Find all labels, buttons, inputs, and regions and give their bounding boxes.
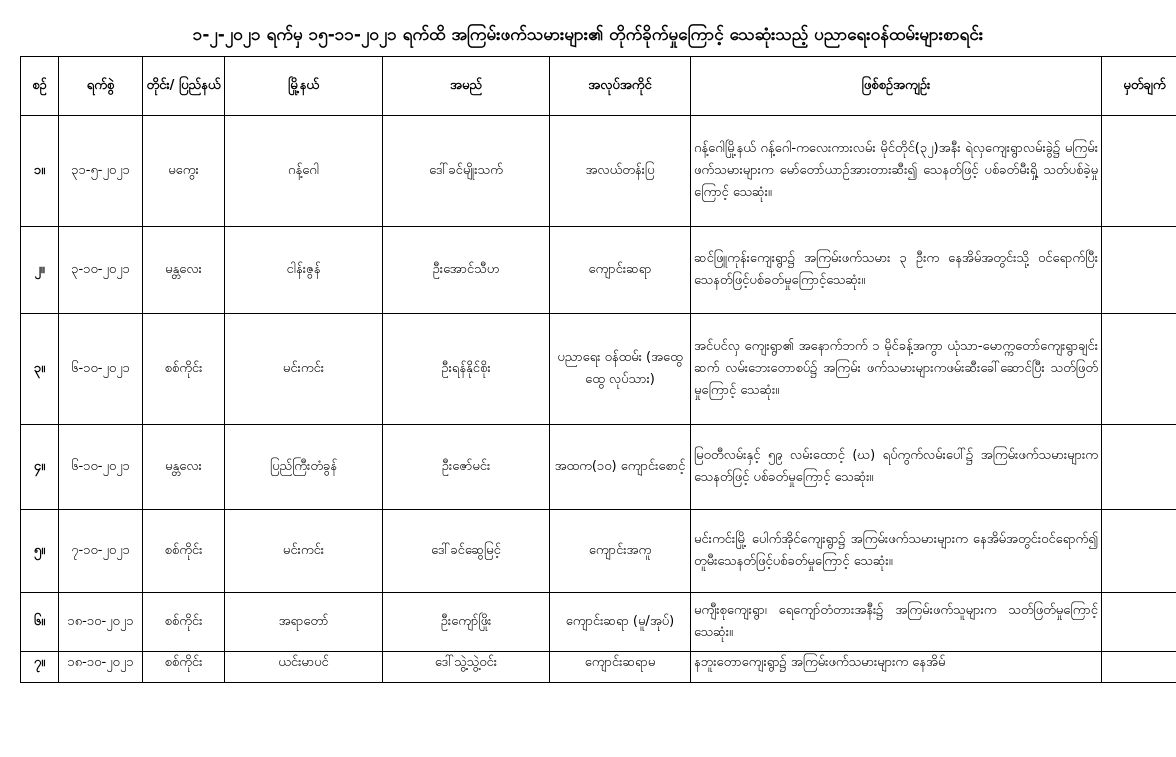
row-township: မင်းကင်း xyxy=(225,314,383,425)
row-name: ဦးဇော်မင်း xyxy=(383,425,550,510)
table-row xyxy=(21,652,1176,683)
row-remark xyxy=(1102,116,1176,227)
header-row xyxy=(21,57,1176,116)
row-date: ၁၈-၁၀-၂၀၂၁ xyxy=(59,593,143,652)
table-row xyxy=(21,510,1176,593)
row-region: မန္တလေး xyxy=(143,425,225,510)
row-date: ၆-၁၀-၂၀၂၁ xyxy=(59,314,143,425)
row-township: မင်းကင်း xyxy=(225,510,383,593)
row-name: ဦးကျော်ဖြိုး xyxy=(383,593,550,652)
row-remark xyxy=(1102,593,1176,652)
row-remark xyxy=(1102,227,1176,314)
row-event: အင်ပင်လှ ကျေးရွာ၏ အနောက်ဘက် ၁ မိုင်ခန့်အကွာ ယုံသာ-မောက္ကတော်ကျေးရွာချင်းဆက် လမ်းဘေးတောစပ်၌ အကြမ်း ဖက်သမားများကဖမ်းဆီးခေါ်ဆောင်ပြီး သတ်ဖြတ်မှုကြောင့် သေဆုံး။ xyxy=(691,314,1102,425)
row-date: ၁၈-၁၀-၂၀၂၁ xyxy=(59,652,143,683)
row-remark xyxy=(1102,314,1176,425)
row-remark xyxy=(1102,510,1176,593)
row-name: ဒေါ်ခင်မျိုးသက် xyxy=(383,116,550,227)
row-occupation: အထက(၁၀) ကျောင်းစောင့် xyxy=(550,425,691,510)
row-name: ဦးရန်နိုင်စိုး xyxy=(383,314,550,425)
staff-casualty-table xyxy=(20,56,1176,683)
row-township: ဂန့်ဂေါ xyxy=(225,116,383,227)
row-occupation: ကျောင်းဆရာ xyxy=(550,227,691,314)
row-event: ဆင်ဖြူကုန်းကျေးရွာ၌ အကြမ်းဖက်သမား ၃ ဦးက နေအိမ်အတွင်းသို့ ဝင်ရောက်ပြီး သေနတ်ဖြင့်ပစ်ခတ်မှုကြောင့်သေဆုံး။ xyxy=(691,227,1102,314)
row-township: ပြည်ကြီးတံခွန် xyxy=(225,425,383,510)
table-row xyxy=(21,227,1176,314)
row-region: စစ်ကိုင်း xyxy=(143,652,225,683)
row-region: စစ်ကိုင်း xyxy=(143,593,225,652)
row-event: မြဝတီလမ်းနှင့် ၅၉ လမ်းထောင့် (ဃ) ရပ်ကွက်လမ်းပေါ်၌ အကြမ်းဖက်သမားများက သေနတ်ဖြင့် ပစ်ခတ်မှုကြောင့် သေဆုံး။ xyxy=(691,425,1102,510)
row-event: မကျီးစုကျေးရွာ၊ ရေကျော်တံတားအနီး၌ အကြမ်းဖက်သူများက သတ်ဖြတ်မှုကြောင့် သေဆုံး။ xyxy=(691,593,1102,652)
row-number: ၁။ xyxy=(21,116,59,227)
row-number: ၇။ xyxy=(21,652,59,683)
row-date: ၃၁-၅-၂၀၂၁ xyxy=(59,116,143,227)
row-event: နဘူးတောကျေးရွာ၌ အကြမ်းဖက်သမားများက နေအိမ် xyxy=(691,652,1102,683)
header-name: အမည် xyxy=(383,57,550,116)
header-no: စဉ် xyxy=(21,57,59,116)
row-number: ၃။ xyxy=(21,314,59,425)
row-event: မင်းကင်းမြို့ ပေါက်အိုင်ကျေးရွာ၌ အကြမ်းဖက်သမားများက နေအိမ်အတွင်းဝင်ရောက်၍ တူမီးသေနတ်ဖြင့်ပစ်ခတ်မှုကြောင့် သေဆုံး။ xyxy=(691,510,1102,593)
row-number: ၂။ xyxy=(21,227,59,314)
row-date: ၆-၁၀-၂၀၂၁ xyxy=(59,425,143,510)
row-number: ၆။ xyxy=(21,593,59,652)
row-occupation: ကျောင်းအကူ xyxy=(550,510,691,593)
row-region: စစ်ကိုင်း xyxy=(143,510,225,593)
header-remark: မှတ်ချက် xyxy=(1102,57,1176,116)
table-row xyxy=(21,314,1176,425)
table-row xyxy=(21,425,1176,510)
page-title: ၁-၂-၂၀၂၁ ရက်မှ ၁၅-၁၁-၂၀၂၁ ရက်ထိ အကြမ်းဖက်သမားများ၏ တိုက်ခိုက်မှုကြောင့် သေဆုံးသည့် ပညာရေးဝန်ထမ်းများစာရင်း xyxy=(192,25,984,45)
row-name: ဒေါ်သွဲ့သွဲ့ဝင်း xyxy=(383,652,550,683)
row-event: ဂန့်ဂေါမြို့နယ် ဂန့်ဂေါ-ကလေးကားလမ်း မိုင်တိုင်(၃၂)အနီး ရဲလှကျေးရွာလမ်းခွဲ၌ မကြမ်းဖက်သမားများက မော်တော်ယာဉ်အားတားဆီး၍ သေနတ်ဖြင့် ပစ်ခတ်မီးရှို့ သတ်ပစ်ခဲ့မှုကြောင့် သေဆုံး။ xyxy=(691,116,1102,227)
row-occupation: ကျောင်းဆရာ (မူ/အုပ်) xyxy=(550,593,691,652)
table-row xyxy=(21,593,1176,652)
row-occupation: အလယ်တန်းပြ xyxy=(550,116,691,227)
row-name: ဦးအောင်သီဟ xyxy=(383,227,550,314)
row-date: ၇-၁၀-၂၀၂၁ xyxy=(59,510,143,593)
row-township: ယင်းမာပင် xyxy=(225,652,383,683)
table-row xyxy=(21,116,1176,227)
header-event: ဖြစ်စဉ်အကျဉ်း xyxy=(691,57,1102,116)
row-number: ၄။ xyxy=(21,425,59,510)
row-occupation: ပညာရေး ဝန်ထမ်း (အထွေ ထွေ လုပ်သား) xyxy=(550,314,691,425)
row-remark xyxy=(1102,652,1176,683)
header-township: မြို့နယ် xyxy=(225,57,383,116)
row-region: မန္တလေး xyxy=(143,227,225,314)
row-remark xyxy=(1102,425,1176,510)
header-date: ရက်စွဲ xyxy=(59,57,143,116)
row-township: အရာတော် xyxy=(225,593,383,652)
header-occupation: အလုပ်အကိုင် xyxy=(550,57,691,116)
row-name: ဒေါ်ခင်ဆွေမြင့် xyxy=(383,510,550,593)
row-occupation: ကျောင်းဆရာမ xyxy=(550,652,691,683)
row-region: စစ်ကိုင်း xyxy=(143,314,225,425)
row-township: ငါန်းဇွန် xyxy=(225,227,383,314)
row-region: မကွေး xyxy=(143,116,225,227)
header-region: တိုင်း/ ပြည်နယ် xyxy=(143,57,225,116)
row-date: ၃-၁၀-၂၀၂၁ xyxy=(59,227,143,314)
row-number: ၅။ xyxy=(21,510,59,593)
